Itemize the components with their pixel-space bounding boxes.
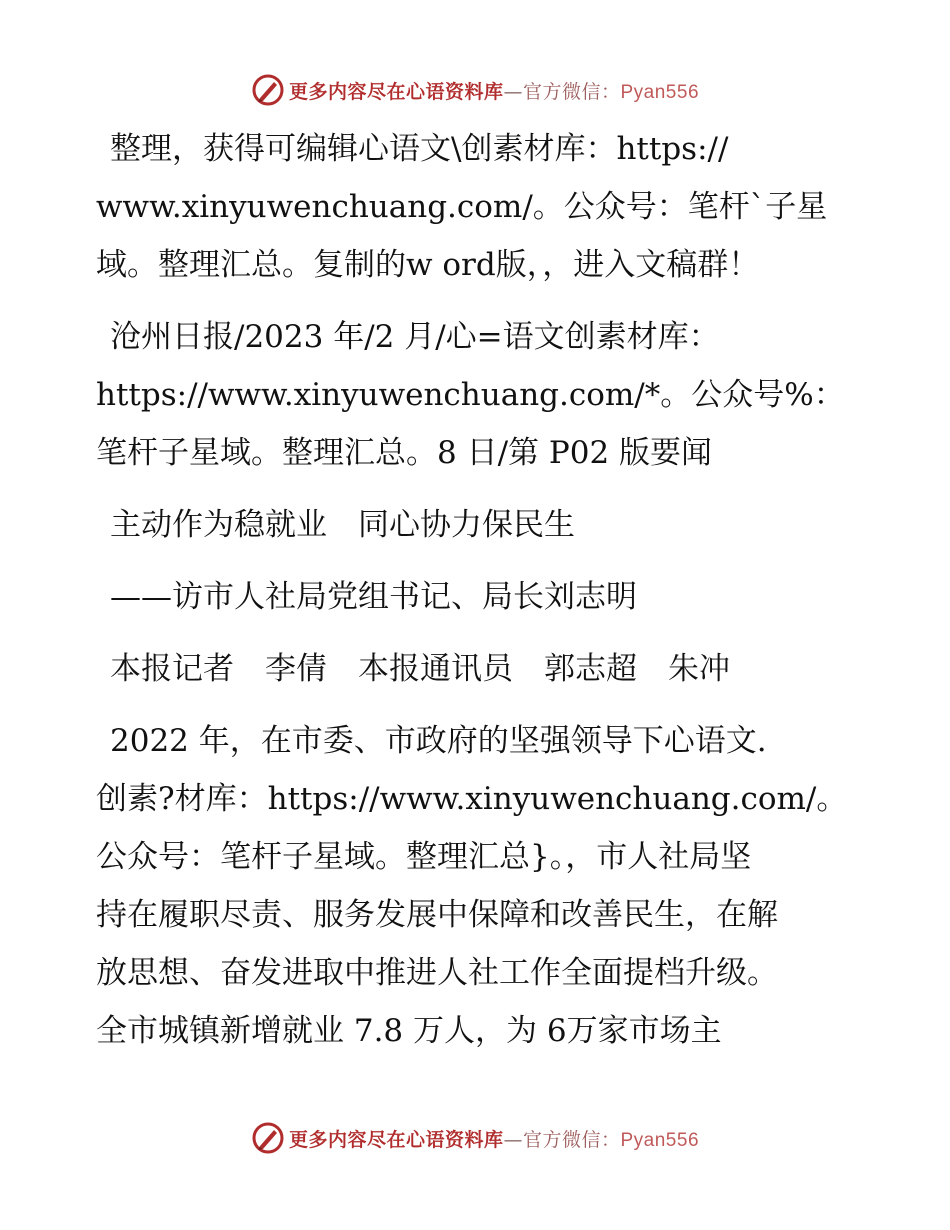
watermark-wechat-id: Pyan556 — [620, 81, 700, 103]
document-body — [96, 120, 856, 1060]
paragraph-source: 沧州日报/2023 年/2 月/心=语文创素材库： https://www.xinyuwenchuang.com/*。公众号%： 笔杆子星域。整理汇总。8 日/第 P02 版要闻 — [96, 319, 845, 471]
watermark-highlight: 更多内容尽在心语资料库 — [288, 80, 504, 103]
watermark-text — [289, 77, 699, 104]
watermark-highlight: 更多内容尽在心语资料库 — [288, 1128, 504, 1151]
paragraph-intro: 整理，获得可编辑心语文\创素材库：https:// www.xinyuwenchuang.com/。公众号：笔杆`子星 域。整理汇总。复制的w ord版，，进入文稿群！ — [96, 131, 828, 283]
article-subtitle: ——访市人社局党组书记、局长刘志明 — [110, 579, 637, 615]
watermark-text — [289, 1125, 699, 1152]
watermark-separator: — — [503, 80, 523, 103]
article-byline: 本报记者 李倩 本报通讯员 郭志超 朱冲 — [110, 651, 730, 687]
watermark-official-label: 官方微信： — [522, 80, 621, 103]
article-title: 主动作为稳就业 同心协力保民生 — [110, 507, 575, 543]
pen-logo-icon — [251, 73, 285, 107]
paragraph-body: 2022 年，在市委、市政府的坚强领导下心语文. 创素?材库：https://www.xinyuwenchuang.com/。 公众号：笔杆子星域。整理汇总}。，市人社局坚 持在履职尽责、服务发展中保障和改善民生，在解 放思想、奋发进取中推进人社工作全面提档升级。 全市城镇新增就业 7.8 万人，为 6万家市场主 — [96, 723, 848, 1049]
watermark-wechat-id: Pyan556 — [620, 1129, 700, 1151]
pen-logo-icon — [251, 1121, 285, 1155]
watermark-separator: — — [503, 1128, 523, 1151]
header-watermark-banner — [0, 70, 950, 110]
watermark-official-label: 官方微信： — [522, 1128, 621, 1151]
footer-watermark-banner — [0, 1118, 950, 1158]
